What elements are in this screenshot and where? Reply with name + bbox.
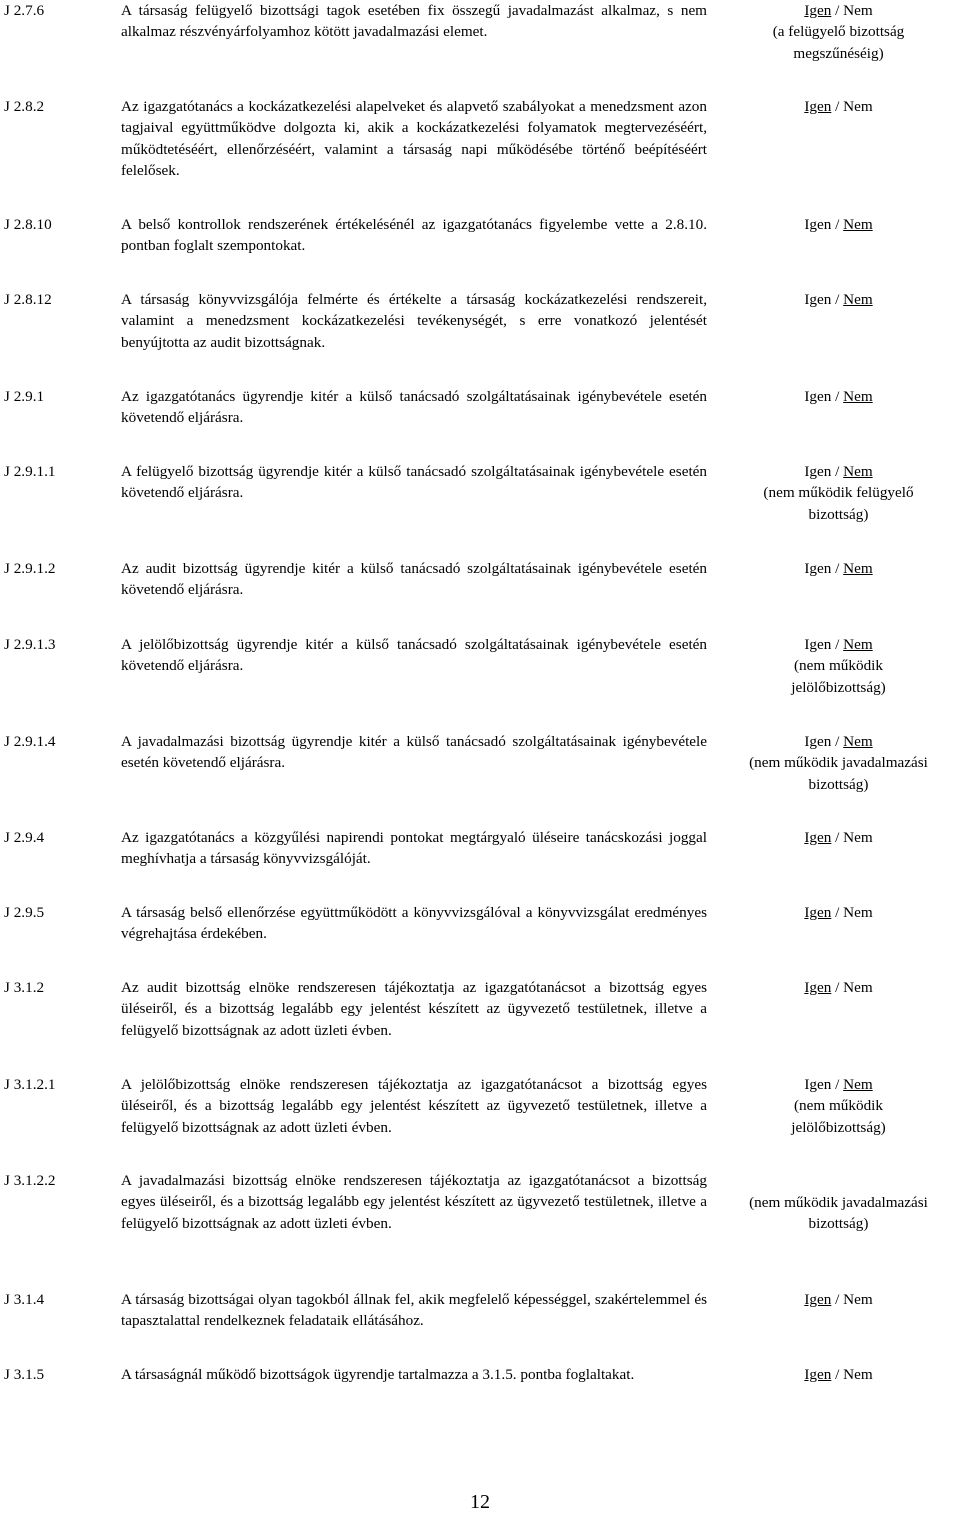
answer-separator: / (831, 1076, 844, 1093)
answer-options (717, 1289, 960, 1310)
answer-no: Nem (843, 636, 873, 653)
answer-yes: Igen (804, 291, 832, 308)
criterion-code: J 2.9.1.4 (4, 733, 56, 750)
answer-yes: Igen (804, 1291, 832, 1308)
answer-note: (nem működik javadalmazási (749, 1194, 928, 1211)
answer-separator: / (831, 979, 844, 996)
criterion-text: A javadalmazási bizottság ügyrendje kitér a külső tanácsadó szolgáltatásainak igénybevétele esetén követendő eljárásra. (121, 733, 707, 772)
criterion-code: J 3.1.4 (4, 1291, 45, 1308)
answer-no: Nem (843, 98, 873, 115)
answer-options (717, 214, 960, 235)
criterion-code: J 2.7.6 (4, 2, 45, 19)
answer-separator: / (831, 560, 844, 577)
answer-separator: / (831, 904, 844, 921)
answer-separator: / (831, 463, 844, 480)
criterion-code: J 2.9.4 (4, 829, 45, 846)
answer-yes: Igen (804, 636, 832, 653)
page-number: 12 (470, 1491, 490, 1513)
answer-note: (nem működik (793, 657, 883, 675)
answer-no: Nem (843, 1366, 873, 1383)
answer-options (717, 902, 960, 923)
answer-cell (717, 634, 960, 698)
answer-note: jelölőbizottság) (791, 678, 886, 696)
criterion-text: Az igazgatótanács a kockázatkezelési alapelveket és alapvető szabályokat a menedzsment azon tagjaival együttműködve dolgozta ki, akik a kockázatkezelési folyamatok megtervezéséért, működtetéséért, ellenőrzéséért, valamint a társaság napi működésébe történő beépítéséért felelősek. (121, 98, 707, 179)
answer-note: (nem működik (793, 1097, 883, 1115)
answer-cell (717, 731, 960, 795)
answer-no: Nem (843, 291, 873, 308)
criterion-text: A belső kontrollok rendszerének értékelésénél az igazgatótanács figyelembe vette a 2.8.10. pontban foglalt szempontokat. (121, 216, 707, 255)
answer-separator: / (831, 388, 844, 405)
answer-note: (nem működik javadalmazási (749, 754, 928, 772)
criterion-code: J 2.9.1.2 (4, 560, 56, 577)
answer-options (717, 461, 960, 482)
criterion-code: J 3.1.2.1 (4, 1076, 56, 1093)
answer-options (717, 1364, 960, 1385)
answer-yes: Igen (804, 2, 832, 19)
answer-separator: / (831, 216, 844, 233)
answer-separator: / (831, 1291, 844, 1308)
answer-note: (a felügyelő bizottság (772, 23, 905, 41)
answer-options (717, 96, 960, 117)
criterion-code: J 2.9.1 (4, 388, 45, 405)
answer-note: (nem működik felügyelő (763, 484, 914, 502)
criterion-text: A társaság belső ellenőrzése együttműködött a könyvvizsgálóval a könyvvizsgálat eredményes végrehajtása érdekében. (121, 904, 707, 943)
answer-yes: Igen (804, 1076, 832, 1093)
answer-yes: Igen (804, 904, 832, 921)
answer-note: megszűnéséig) (793, 44, 884, 62)
answer-options (717, 386, 960, 407)
answer-yes: Igen (804, 979, 832, 996)
criterion-code: J 2.9.1.3 (4, 636, 56, 653)
criterion-code: J 2.8.2 (4, 98, 45, 115)
answer-yes: Igen (804, 388, 832, 405)
answer-note: bizottság) (808, 775, 869, 793)
criterion-text: Az igazgatótanács a közgyűlési napirendi pontokat megtárgyaló üléseire tanácskozási joggal meghívhatja a társaság könyvvizsgálóját. (121, 829, 707, 868)
criterion-text: A társaság bizottságai olyan tagokból állnak fel, akik megfelelő képességgel, szakértelemmel és tapasztalattal rendelkeznek feladataik ellátásához. (121, 1291, 707, 1330)
criterion-code: J 2.9.5 (4, 904, 45, 921)
answer-no: Nem (843, 388, 873, 405)
criterion-text: A felügyelő bizottság ügyrendje kitér a külső tanácsadó szolgáltatásainak igénybevétele esetén követendő eljárásra. (121, 463, 707, 502)
answer-cell (717, 96, 960, 117)
criterion-code: J 2.8.10 (4, 216, 52, 233)
answer-yes: Igen (804, 733, 832, 750)
answer-options (717, 558, 960, 579)
criterion-text: Az audit bizottság ügyrendje kitér a külső tanácsadó szolgáltatásainak igénybevétele esetén követendő eljárásra. (121, 560, 707, 599)
criterion-text: Az audit bizottság elnöke rendszeresen tájékoztatja az igazgatótanácsot a bizottság egyes üléseiről, és a bizottság legalább egy jelentést készített az ügyvezető testületnek, illetve a felügyelő bizottságnak az adott üzleti évben. (121, 979, 707, 1039)
answer-separator: / (831, 291, 844, 308)
answer-separator: / (831, 733, 844, 750)
answer-options (717, 1074, 960, 1095)
answer-yes: Igen (804, 829, 832, 846)
answer-options (717, 634, 960, 655)
answer-options (717, 0, 960, 21)
answer-no: Nem (843, 1076, 873, 1093)
answer-cell (717, 386, 960, 407)
answer-no: Nem (843, 1291, 873, 1308)
answer-yes: Igen (804, 216, 832, 233)
answer-note: bizottság) (808, 1215, 869, 1233)
answer-separator: / (831, 2, 844, 19)
answer-yes: Igen (804, 463, 832, 480)
criterion-code: J 3.1.2 (4, 979, 45, 996)
answer-cell (717, 827, 960, 848)
answer-no: Nem (843, 979, 873, 996)
criterion-text: A társaság felügyelő bizottsági tagok esetében fix összegű javadalmazást alkalmaz, s nem alkalmaz részvényárfolyamhoz kötött javadalmazási elemet. (121, 2, 707, 41)
answer-note: jelölőbizottság) (791, 1118, 886, 1136)
criterion-code: J 3.1.5 (4, 1366, 45, 1383)
criterion-text: Az igazgatótanács ügyrendje kitér a külső tanácsadó szolgáltatásainak igénybevétele esetén követendő eljárásra. (121, 388, 707, 427)
answer-separator: / (831, 829, 844, 846)
answer-options (717, 731, 960, 752)
answer-cell (717, 289, 960, 310)
answer-no: Nem (843, 216, 873, 233)
criterion-text: A jelölőbizottság elnöke rendszeresen tájékoztatja az igazgatótanácsot a bizottság egyes üléseiről, és a bizottság legalább egy jelentést készített az ügyvezető testületnek, illetve a felügyelő bizottságnak az adott üzleti évben. (121, 1076, 707, 1136)
answer-options (717, 289, 960, 310)
answer-note: bizottság) (808, 505, 869, 523)
answer-no: Nem (843, 463, 873, 480)
answer-no: Nem (843, 560, 873, 577)
answer-cell (717, 1192, 960, 1235)
answer-yes: Igen (804, 98, 832, 115)
answer-no: Nem (843, 829, 873, 846)
criterion-text: A jelölőbizottság ügyrendje kitér a külső tanácsadó szolgáltatásainak igénybevétele esetén követendő eljárásra. (121, 636, 707, 675)
criterion-code: J 3.1.2.2 (4, 1172, 56, 1189)
criterion-text: A társaság könyvvizsgálója felmérte és értékelte a társaság kockázatkezelési rendszereit, valamint a menedzsment kockázatkezelési tevékenységét, s erre vonatkozó jelentését benyújtotta az audit bizottságnak. (121, 291, 707, 351)
answer-separator: / (831, 1366, 844, 1383)
answer-cell (717, 1364, 960, 1385)
answer-cell (717, 0, 960, 64)
answer-cell (717, 902, 960, 923)
criterion-code: J 2.9.1.1 (4, 463, 56, 480)
criterion-text: A javadalmazási bizottság elnöke rendszeresen tájékoztatja az igazgatótanácsot a bizottság egyes üléseiről, és a bizottság legalább egy jelentést készített az ügyvezető testületnek, illetve a felügyelő bizottságnak az adott üzleti évben. (121, 1172, 707, 1232)
answer-cell (717, 558, 960, 579)
answer-options (717, 827, 960, 848)
answer-cell (717, 1074, 960, 1138)
answer-cell (717, 977, 960, 998)
answer-yes: Igen (804, 1366, 832, 1383)
answer-cell (717, 214, 960, 235)
criterion-code: J 2.8.12 (4, 291, 52, 308)
answer-no: Nem (843, 904, 873, 921)
criterion-text: A társaságnál működő bizottságok ügyrendje tartalmazza a 3.1.5. pontba foglaltakat. (121, 1366, 635, 1383)
answer-cell (717, 461, 960, 525)
answer-separator: / (831, 636, 844, 653)
answer-yes: Igen (804, 560, 832, 577)
answer-cell (717, 1289, 960, 1310)
answer-no: Nem (843, 733, 873, 750)
answer-options (717, 977, 960, 998)
answer-no: Nem (843, 2, 873, 19)
answer-separator: / (831, 98, 844, 115)
